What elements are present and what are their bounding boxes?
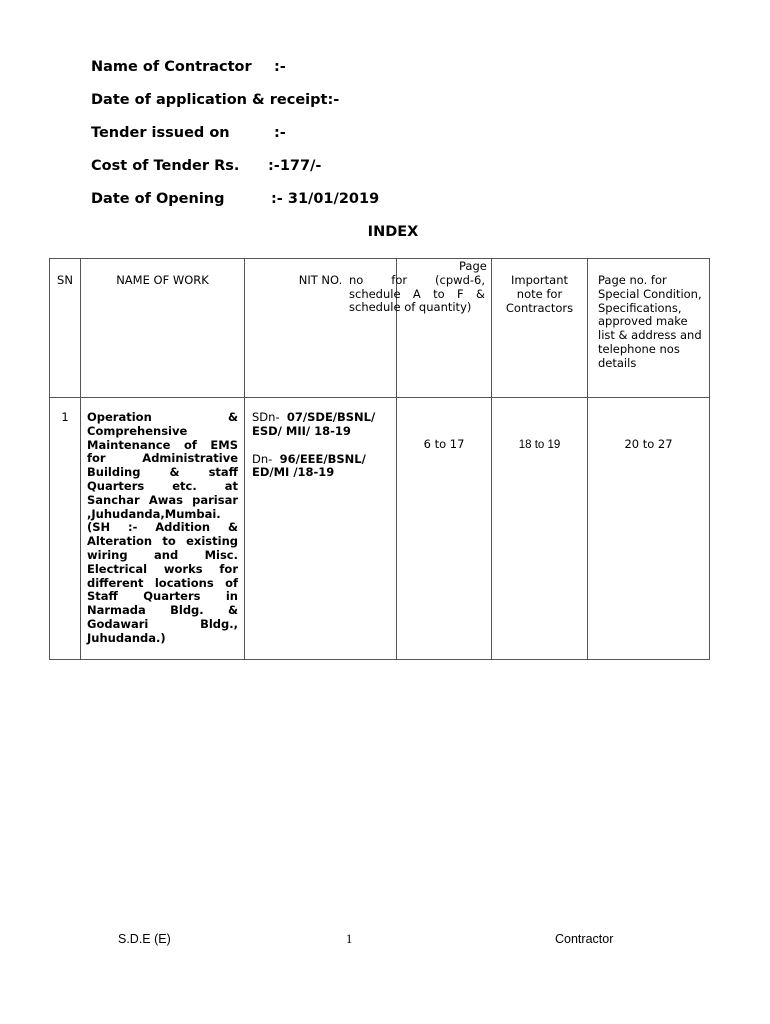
contractor-name-line (91, 59, 286, 75)
contractor-name-separator: :- (274, 59, 286, 75)
row-special-condition: 20 to 27 (624, 437, 673, 451)
nit-number-1 (252, 411, 393, 439)
application-date-label: Date of application & receipt:- (91, 92, 340, 108)
header-page-no-text: Page no for (cpwd-6, schedule A to F & schedule of quantity) (349, 259, 487, 315)
header-nit-no: NIT NO. (298, 273, 343, 287)
table-row (50, 398, 710, 660)
page-number: 1 (346, 932, 353, 946)
row-note-cell (492, 398, 588, 660)
header-note-cell (492, 259, 588, 398)
tender-cost-line (91, 158, 322, 174)
header-page-cell (349, 259, 492, 398)
header-sn: SN (57, 273, 73, 287)
header-name-of-work: NAME OF WORK (116, 273, 209, 287)
row-nit-cell (245, 398, 397, 660)
row-page-cell (397, 398, 492, 660)
header-important-note: Important note for Contractors (505, 273, 574, 315)
nit-number-2 (252, 453, 393, 481)
row-name-of-work: Operation & Comprehensive Maintenance of EMS for Administrative Building & staff Quarters etc. at Sanchar Awas parisar ,Juhudanda,Mumbai. (SH :- Addition & Alteration to existing wiring and Misc. Electrical works for different locations of Staff Quarters in Narmada Bldg. & Godawari Bldg., Juhudanda.) (87, 410, 238, 645)
nit-1-prefix: SDn- (252, 410, 280, 424)
header-special-condition: Page no. for Special Condition, Specifications, approved make list & address and telephone nos details (598, 273, 702, 370)
tender-issued-label: Tender issued on (91, 125, 230, 141)
row-nit-no (245, 398, 396, 480)
opening-date-line (91, 191, 380, 207)
header-name-cell (81, 259, 245, 398)
nit-1-value: 07/SDE/BSNL/ ESD/ MII/ 18-19 (252, 410, 376, 438)
nit-2-prefix: Dn- (252, 451, 273, 466)
row-sn: 1 (61, 410, 69, 424)
table-header-row (50, 259, 710, 398)
footer-signature-sde: S.D.E (E) (118, 932, 171, 946)
tender-cost-value: :-177/- (268, 158, 322, 174)
tender-issued-line (91, 125, 286, 141)
row-important-note: 18 to 19 (518, 439, 561, 451)
row-page-no: 6 to 17 (423, 437, 465, 451)
row-name-cell (81, 398, 245, 660)
tender-cost-label: Cost of Tender Rs. (91, 158, 240, 174)
index-title: INDEX (367, 224, 419, 240)
header-special-cell (588, 259, 710, 398)
tender-issued-separator: :- (274, 125, 286, 141)
application-date-line (91, 92, 339, 108)
opening-date-label: Date of Opening (91, 191, 225, 207)
opening-date-value: :- 31/01/2019 (271, 191, 380, 207)
header-page-no (349, 259, 485, 315)
index-table (49, 258, 710, 660)
header-sn-cell (50, 259, 81, 398)
nit-2-value: 96/EEE/BSNL/ ED/MI /18-19 (252, 451, 366, 480)
footer-signature-contractor: Contractor (555, 932, 614, 946)
row-special-cell (588, 398, 710, 660)
row-sn-cell (50, 398, 81, 660)
contractor-name-label: Name of Contractor (91, 59, 252, 75)
